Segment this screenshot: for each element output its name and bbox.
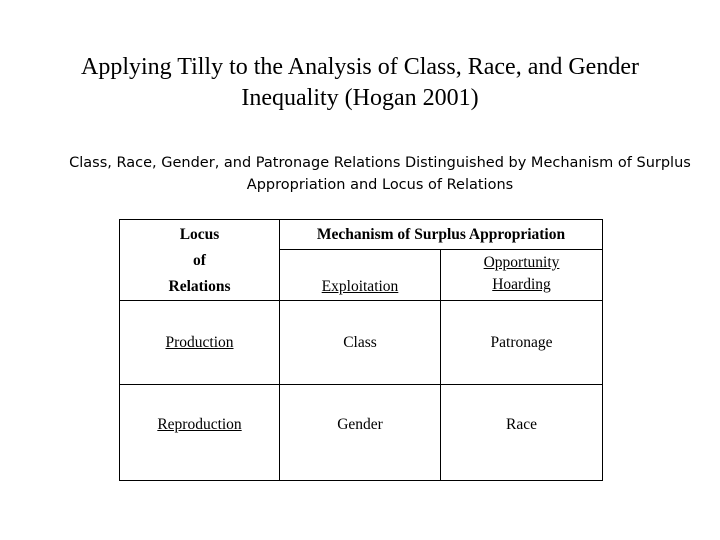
opportunity-hoarding-column-header [441, 250, 603, 301]
production-label: Production [165, 333, 234, 351]
exploitation-label: Exploitation [321, 278, 399, 295]
opportunity-hoarding-label-line-1: Opportunity [483, 254, 560, 271]
slide-title-line-2: Inequality (Hogan 2001) [241, 85, 479, 111]
locus-of-relations-header [120, 220, 280, 301]
row-locus-reproduction [120, 385, 280, 481]
table-row [120, 385, 603, 481]
cell-production-exploitation: Class [280, 301, 441, 385]
opportunity-hoarding-label-line-2: Hoarding [492, 276, 551, 293]
slide-subtitle [40, 152, 720, 196]
cell-production-hoarding: Patronage [441, 301, 603, 385]
table-row [120, 301, 603, 385]
exploitation-column-header [280, 250, 441, 301]
locus-header-line-1: Locus [179, 226, 220, 243]
cell-reproduction-hoarding: Race [441, 385, 603, 481]
slide-subtitle-line-1: Class, Race, Gender, and Patronage Relations Distinguished by Mechanism of Surplus [69, 155, 691, 171]
slide-subtitle-line-2: Appropriation and Locus of Relations [246, 177, 514, 193]
slide-title [40, 52, 680, 114]
reproduction-label: Reproduction [157, 416, 242, 433]
row-locus-production [120, 301, 280, 385]
surplus-appropriation-table [119, 219, 603, 481]
table-header-row [120, 220, 603, 250]
mechanism-header: Mechanism of Surplus Appropriation [280, 220, 603, 250]
locus-header-line-2: of [193, 252, 206, 269]
slide-title-line-1: Applying Tilly to the Analysis of Class, Race, and Gender [81, 54, 639, 80]
locus-header-line-3: Relations [168, 278, 231, 295]
cell-reproduction-exploitation: Gender [280, 385, 441, 481]
